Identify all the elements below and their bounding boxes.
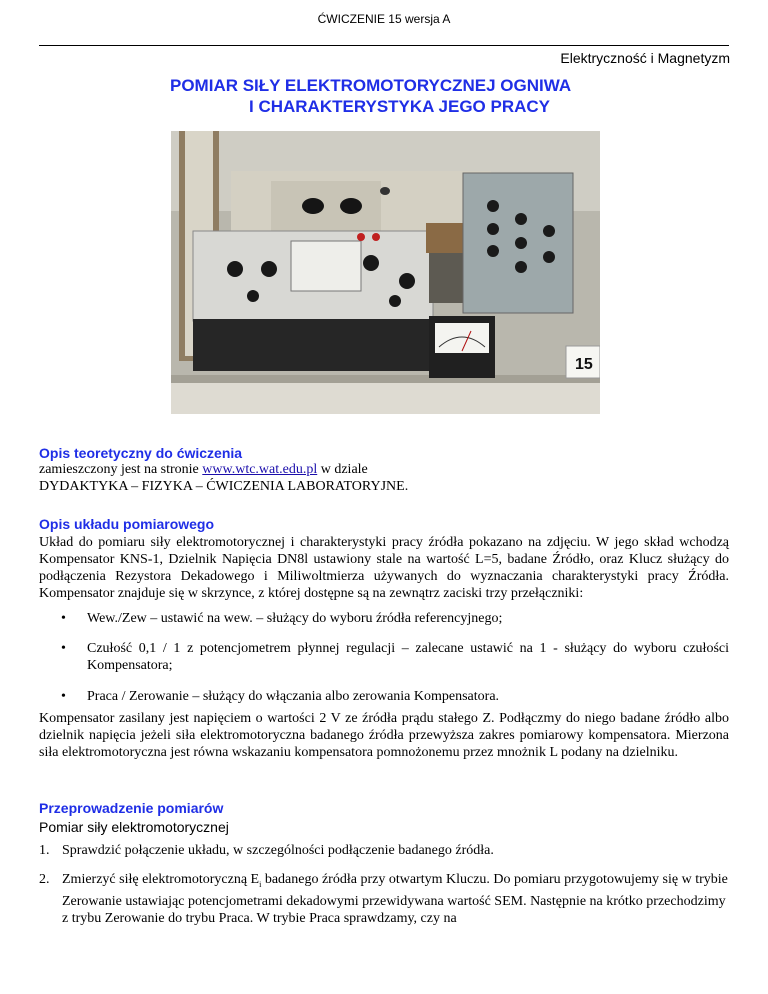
setup-paragraph-2: Kompensator zasilany jest napięciem o wartości 2 V ze źródła prądu stałego Z. Podłączmy do niego badane źródło albo dzielnik napięcia jeżeli siła elektromotoryczna badanego źródła przewyższa zakres pomiarowy kompensatora. Mierzona siła elektromotoryczna jest równa wskazaniu kompensatora pomnożonemu przez mnożnik L podany na dzielniku. (39, 711, 729, 760)
theory-line-2: DYDAKTYKA – FIZYKA – ĆWICZENIA LABORATORYJNE. (39, 479, 409, 494)
header-rule (39, 45, 729, 46)
step-text-b: badanego źródła przy otwartym Kluczu. Do pomiaru przygotowujemy się w trybie Zerowanie ustawiając potencjometrami dekadowymi przewidywana wartość SEM. Następnie na krótko przechodzimy z trybu Zerowanie do trybu Praca. W trybie Praca sprawdzamy, czy na (62, 872, 728, 926)
running-head: ĆWICZENIE 15 wersja A (317, 12, 451, 26)
subscript-i: i (259, 879, 262, 889)
step-text-a: Zmierzyć siłę elektromotoryczną E (62, 872, 260, 887)
title-line-2: I CHARAKTERYSTYKA JEGO PRACY (249, 97, 550, 116)
subject-label: Elektryczność i Magnetyzm (560, 50, 730, 66)
procedure-subheading: Pomiar siły elektromotorycznej (39, 819, 229, 835)
procedure-heading: Przeprowadzenie pomiarów (39, 800, 224, 816)
page-title (0, 75, 768, 117)
station-number: 15 (575, 356, 593, 373)
theory-heading: Opis teoretyczny do ćwiczenia (39, 445, 243, 461)
bullet-dot: • (61, 611, 66, 626)
step-number: 2. (39, 872, 50, 887)
bullet-dot: • (61, 641, 66, 656)
list-item-text: Wew./Zew – ustawić na wew. – służący do wyboru źródła referencyjnego; (87, 611, 503, 626)
step-text (62, 871, 729, 927)
step-number: 1. (39, 843, 50, 858)
apparatus-photo (171, 131, 600, 414)
list-item-text: Czułość 0,1 / 1 z potencjometrem płynnej regulacji – zalecane ustawić na 1 - służący do wyboru czułości Kompensatora; (87, 641, 729, 673)
website-link[interactable]: www.wtc.wat.edu.pl (202, 462, 318, 477)
setup-heading: Opis układu pomiarowego (39, 516, 215, 532)
bullet-dot: • (61, 689, 66, 704)
theory-text (39, 461, 729, 495)
theory-line-1 (39, 461, 729, 478)
title-line-1: POMIAR SIŁY ELEKTROMOTORYCZNEJ OGNIWA (170, 76, 572, 95)
theory-text-after: w dziale (320, 462, 368, 477)
theory-text-before: zamieszczony jest na stronie (39, 462, 199, 477)
step-text: Sprawdzić połączenie układu, w szczególności podłączenie badanego źródła. (62, 843, 494, 858)
list-item-text: Praca / Zerowanie – służący do włączania albo zerowania Kompensatora. (87, 689, 500, 704)
setup-paragraph: Układ do pomiaru siły elektromotorycznej i charakterystyki pracy źródła pokazano na zdjęciu. W jego skład wchodzą Kompensator KNS-1, Dzielnik Napięcia DN8l ustawiony stale na wartość L=5, badane Źródło, oraz Klucz służący do podłączenia Rezystora Dekadowego i Miliwoltmierza używanych do wyznaczania charakterystyki pracy Źródła. Kompensator znajduje się w skrzynce, z której dostępne są na zewnątrz zaciski trzy przełączniki: (39, 535, 729, 601)
